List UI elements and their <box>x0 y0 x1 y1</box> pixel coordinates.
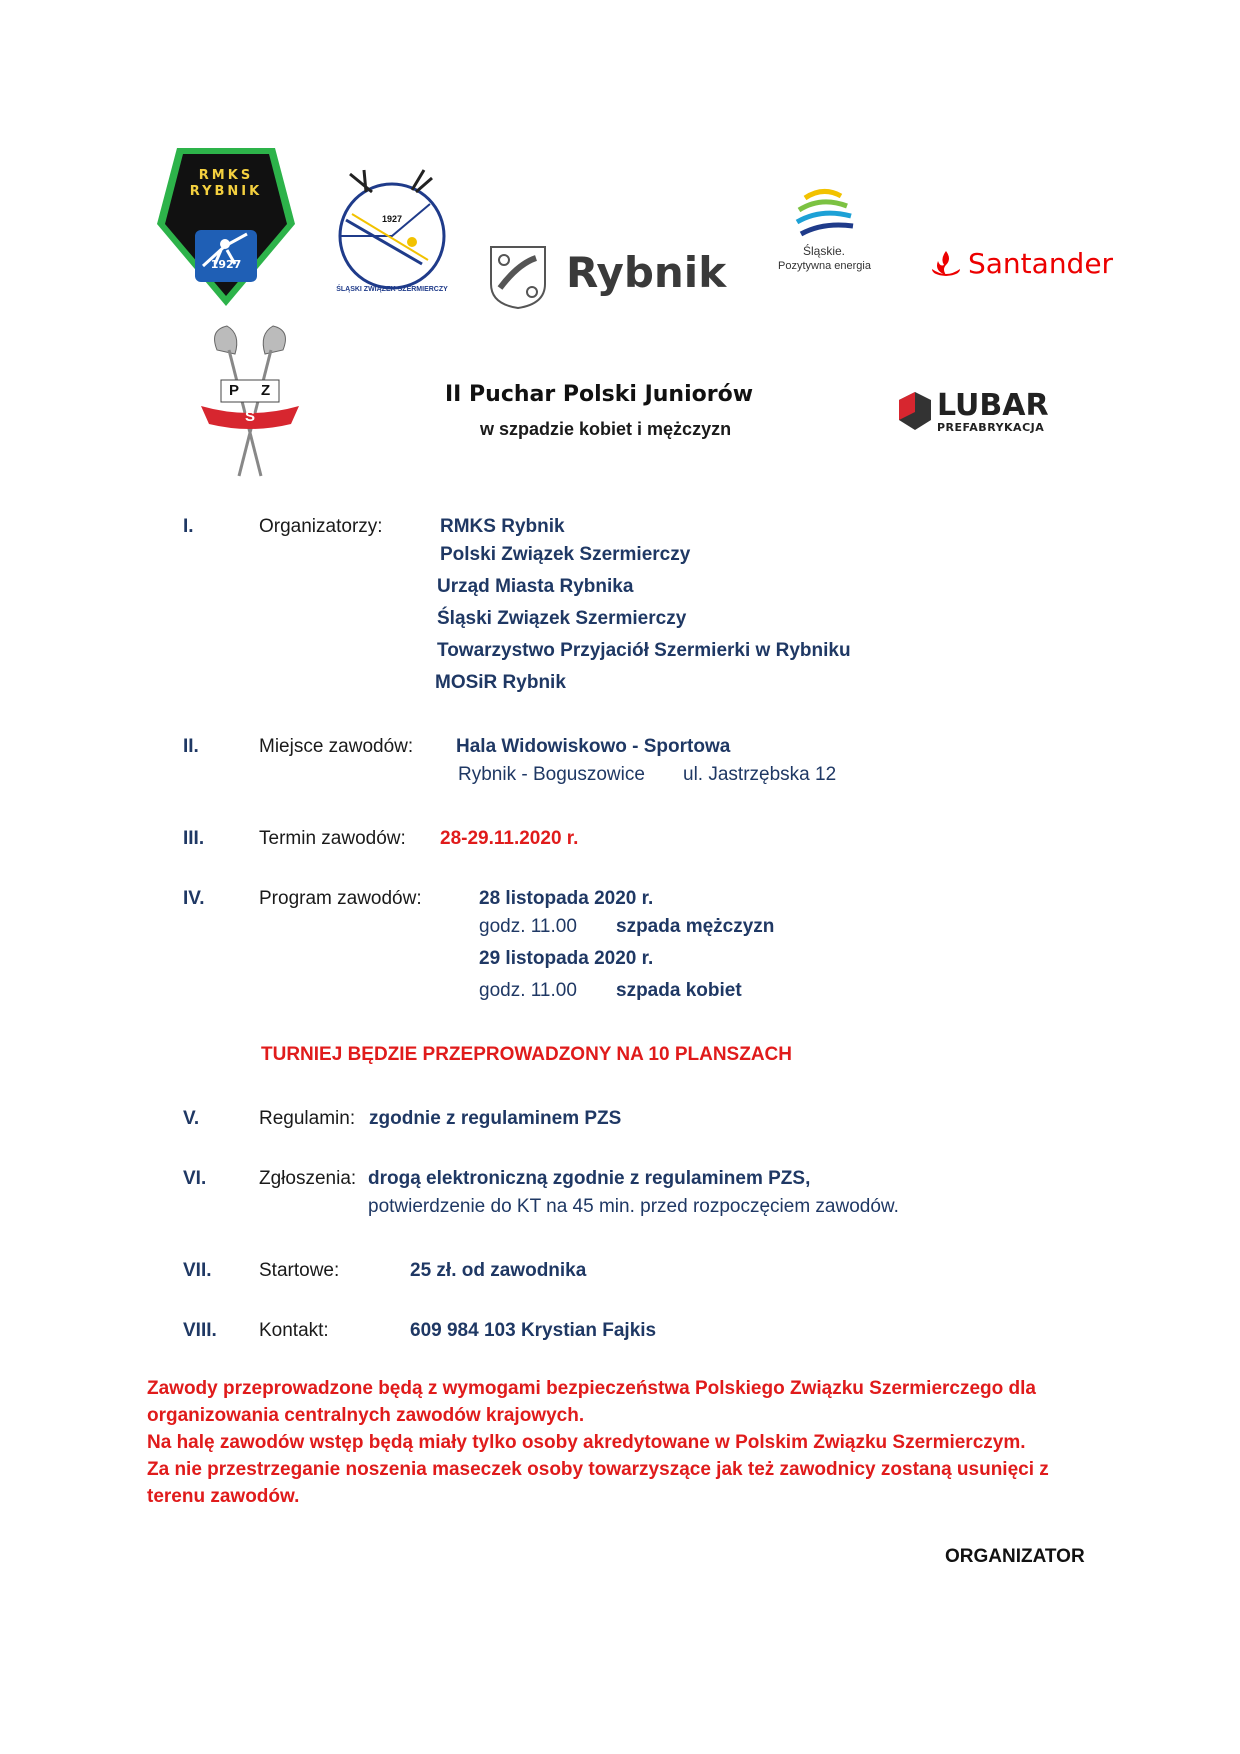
section-number: VII. <box>183 1260 212 1281</box>
santander-flame-icon <box>930 249 962 277</box>
slaski-zwiazek-szermierczy-logo <box>332 164 452 299</box>
organizer-item: Śląski Związek Szermierczy <box>437 608 687 629</box>
notice-line: Za nie przestrzeganie noszenia maseczek osoby towarzyszące jak też zawodnicy zostaną usunięci z <box>147 1459 1049 1480</box>
rmks-line2: RYBNIK <box>189 184 263 199</box>
section-number: IV. <box>183 888 205 909</box>
notice-line: Na halę zawodów wstęp będą miały tylko osoby akredytowane w Polskim Związku Szermierczym. <box>147 1432 1026 1453</box>
venue-district: Rybnik - Boguszowice <box>458 764 645 785</box>
section-label: Startowe: <box>259 1260 340 1281</box>
section-label: Miejsce zawodów: <box>259 736 414 757</box>
notice-line: organizowania centralnych zawodów krajowych. <box>147 1405 585 1426</box>
slaskie-logo <box>775 180 885 280</box>
registration-value: drogą elektroniczną zgodnie z regulaminem PZS, <box>368 1168 811 1189</box>
lubar-logo <box>895 388 1049 436</box>
section-label: Regulamin: <box>259 1108 356 1129</box>
pzs-logo <box>195 320 305 480</box>
organizer-item: Polski Związek Szermierczy <box>440 544 691 565</box>
section-label: Program zawodów: <box>259 888 422 909</box>
pzs-letter-s: S <box>245 408 256 425</box>
program-day: 28 listopada 2020 r. <box>479 888 654 909</box>
section-number: III. <box>183 828 205 849</box>
santander-logo <box>930 245 1113 281</box>
program-time: godz. 11.00 <box>479 916 577 937</box>
organizer-item: Urząd Miasta Rybnika <box>437 576 634 597</box>
venue-name: Hala Widowiskowo - Sportowa <box>456 736 731 757</box>
slaskie-line2: Pozytywna energia <box>778 260 871 272</box>
document-title: II Puchar Polski Juniorów <box>445 382 754 407</box>
section-label: Kontakt: <box>259 1320 329 1341</box>
lubar-cube-icon <box>895 390 935 434</box>
pzs-letter-z: Z <box>261 382 271 399</box>
section-label: Zgłoszenia: <box>259 1168 357 1189</box>
rmks-rybnik-logo <box>155 146 297 308</box>
lubar-wordmark: LUBAR <box>937 387 1049 423</box>
slaski-year: 1927 <box>381 214 403 224</box>
event-dates: 28-29.11.2020 r. <box>440 828 579 849</box>
contact-value: 609 984 103 Krystian Fajkis <box>410 1320 657 1341</box>
rybnik-wordmark: Rybnik <box>566 248 727 297</box>
tournament-note: TURNIEJ BĘDZIE PRZEPROWADZONY NA 10 PLANSZACH <box>261 1044 792 1065</box>
santander-wordmark: Santander <box>968 246 1114 280</box>
organizer-item: MOSiR Rybnik <box>435 672 566 693</box>
section-number: VI. <box>183 1168 207 1189</box>
program-event: szpada kobiet <box>616 980 742 1001</box>
slaski-arc-text: ŚLĄSKI ZWIĄZEK SZERMIERCZY <box>336 286 448 293</box>
program-day: 29 listopada 2020 r. <box>479 948 654 969</box>
entry-fee-value: 25 zł. od zawodnika <box>410 1260 587 1281</box>
lubar-sub: PREFABRYKACJA <box>937 420 1045 434</box>
rmks-line1: RMKS <box>198 168 254 183</box>
organizer-item: RMKS Rybnik <box>440 516 565 537</box>
venue-street: ul. Jastrzębska 12 <box>683 764 837 785</box>
section-number: II. <box>183 736 199 757</box>
section-label: Termin zawodów: <box>259 828 406 849</box>
program-event: szpada mężczyzn <box>616 916 775 937</box>
rmks-year: 1927 <box>210 258 242 271</box>
document-subtitle: w szpadzie kobiet i mężczyzn <box>480 419 732 439</box>
rybnik-coat-of-arms <box>488 244 548 310</box>
section-number: VIII. <box>183 1320 217 1341</box>
slaskie-line1: Śląskie. <box>803 244 846 258</box>
section-number: V. <box>183 1108 200 1129</box>
notice-line: Zawody przeprowadzone będą z wymogami bezpieczeństwa Polskiego Związku Szermierczego dla <box>147 1378 1037 1399</box>
section-label: Organizatorzy: <box>259 516 383 537</box>
organizer-item: Towarzystwo Przyjaciół Szermierki w Rybniku <box>437 640 851 661</box>
program-time: godz. 11.00 <box>479 980 577 1001</box>
registration-note: potwierdzenie do KT na 45 min. przed rozpoczęciem zawodów. <box>368 1196 899 1217</box>
regulations-value: zgodnie z regulaminem PZS <box>369 1108 622 1129</box>
safety-notice <box>147 1375 1147 1510</box>
organizer-signature: ORGANIZATOR <box>945 1546 1085 1567</box>
notice-line: terenu zawodów. <box>147 1486 300 1507</box>
pzs-letter-p: P <box>229 382 240 399</box>
section-number: I. <box>183 516 194 537</box>
